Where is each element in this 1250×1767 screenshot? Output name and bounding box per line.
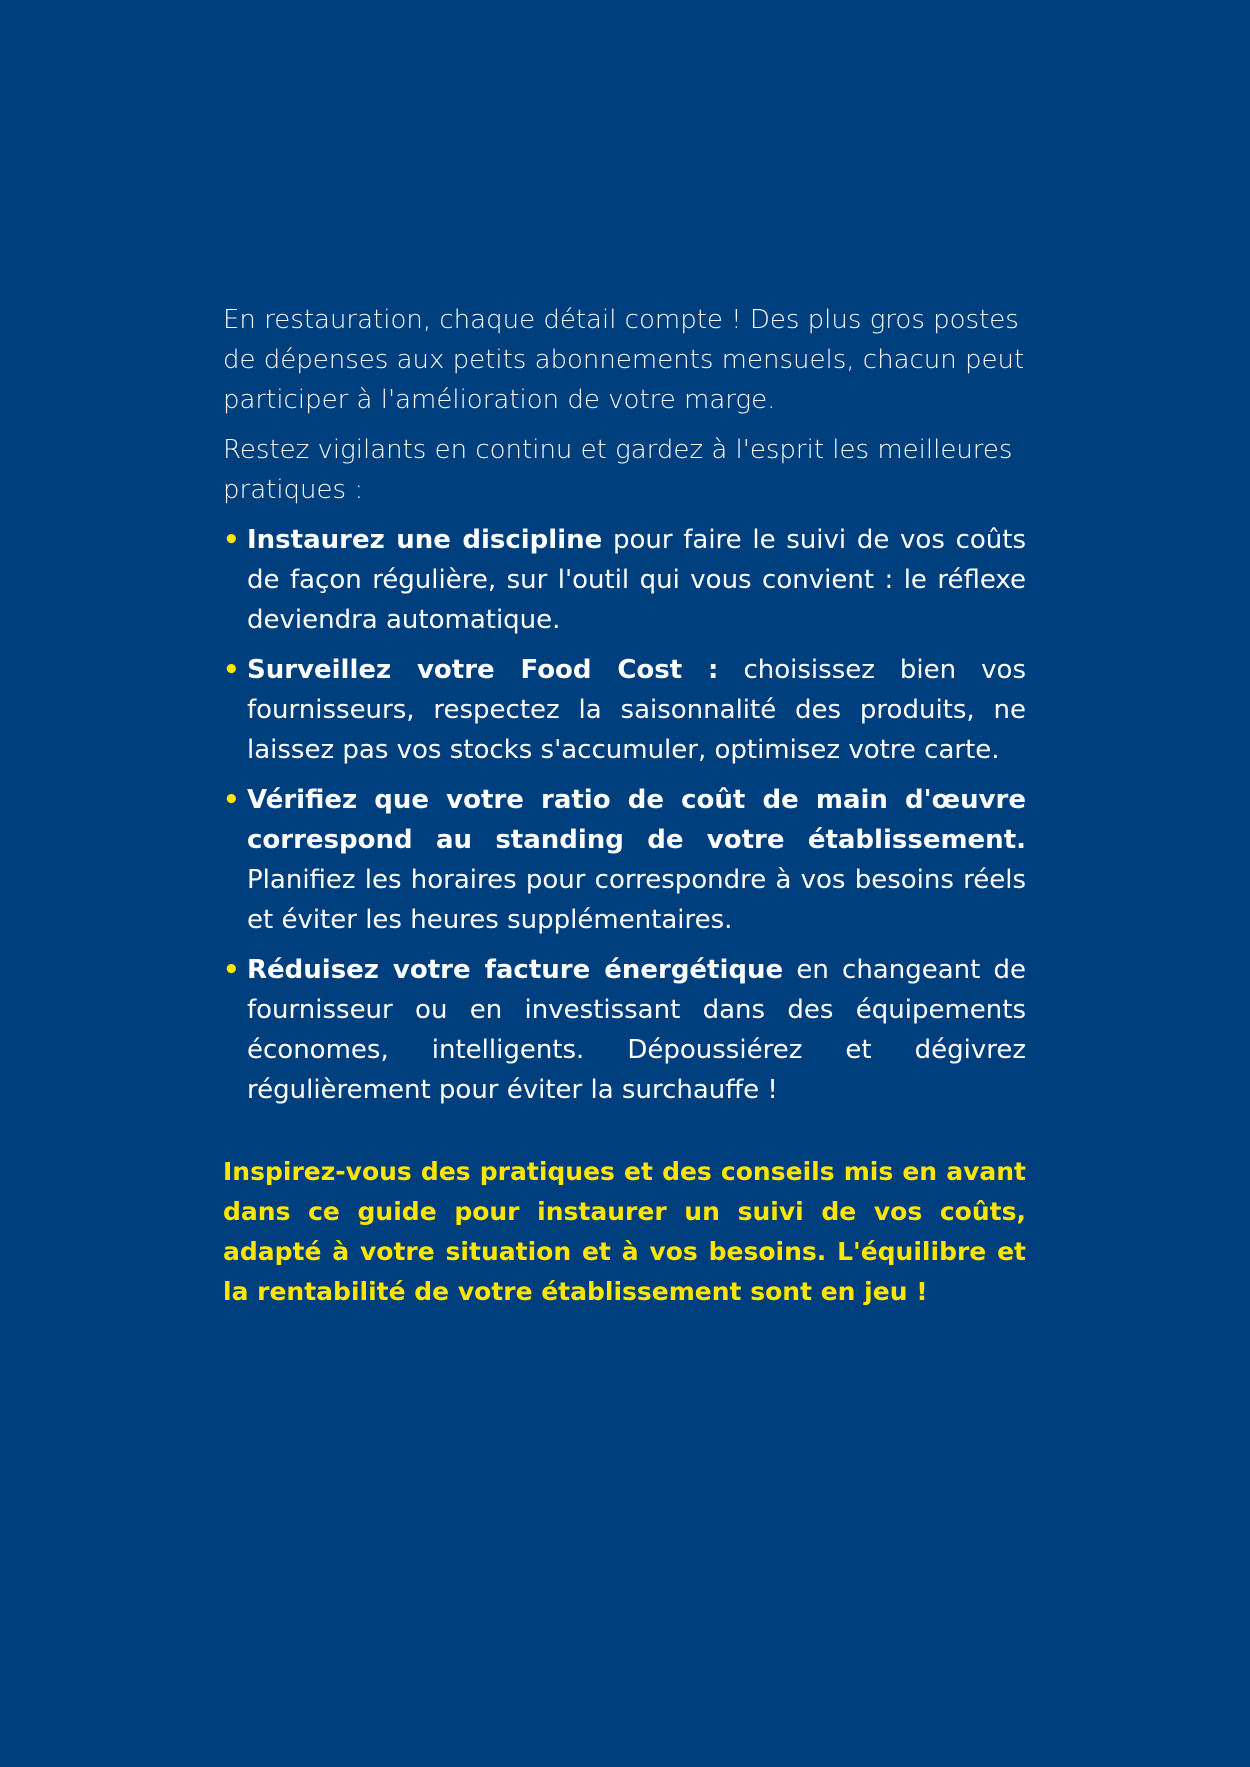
bullet-title: Réduisez votre facture énergétique bbox=[247, 955, 784, 985]
conclusion-callout: Inspirez-vous des pratiques et des conseils mis en avant dans ce guide pour instaurer un suivi de vos coûts, adapté à votre situation et à vos besoins. L'équilibre et la rentabilité de votre établissement sont en jeu ! bbox=[223, 1157, 1026, 1306]
bullet-text: pour faire le suivi de vos coûts de façon régulière, sur l'outil qui vous convient : le réflexe deviendra automatique. bbox=[247, 525, 1026, 635]
bullet-text: Planifiez les horaires pour correspondre à vos besoins réels et éviter les heures supplémentaires. bbox=[247, 865, 1026, 935]
bullet-dot-icon: • bbox=[223, 525, 240, 555]
bullet-title: Instaurez une discipline bbox=[247, 525, 603, 555]
bullet-food-cost bbox=[223, 650, 1026, 770]
bullet-dot-icon: • bbox=[223, 655, 240, 685]
intro-paragraph-2: Restez vigilants en continu et gardez à l'esprit les meilleures pratiques : bbox=[223, 435, 1013, 505]
bullet-title: Surveillez votre Food Cost : bbox=[247, 655, 719, 685]
intro-paragraph-1: En restauration, chaque détail compte ! Des plus gros postes de dépenses aux petits abonnements mensuels, chacun peut participer à l'amélioration de votre marge. bbox=[223, 305, 1025, 415]
best-practices-list bbox=[223, 520, 1026, 1110]
bullet-dot-icon: • bbox=[223, 785, 240, 815]
main-content bbox=[223, 300, 1026, 1312]
bullet-discipline bbox=[223, 520, 1026, 640]
bullet-title: Vérifiez que votre ratio de coût de main d'œuvre correspond au standing de votre établissement. bbox=[247, 785, 1026, 855]
bullet-energy bbox=[223, 950, 1026, 1110]
bullet-labor-cost bbox=[223, 780, 1026, 940]
bullet-text: choisissez bien vos fournisseurs, respectez la saisonnalité des produits, ne laissez pas vos stocks s'accumuler, optimisez votre carte. bbox=[247, 655, 1026, 765]
bullet-dot-icon: • bbox=[223, 955, 240, 985]
bullet-text: en changeant de fournisseur ou en investissant dans des équipements économes, intelligents. Dépoussiérez et dégivrez régulièrement pour éviter la surchauffe ! bbox=[247, 955, 1027, 1105]
